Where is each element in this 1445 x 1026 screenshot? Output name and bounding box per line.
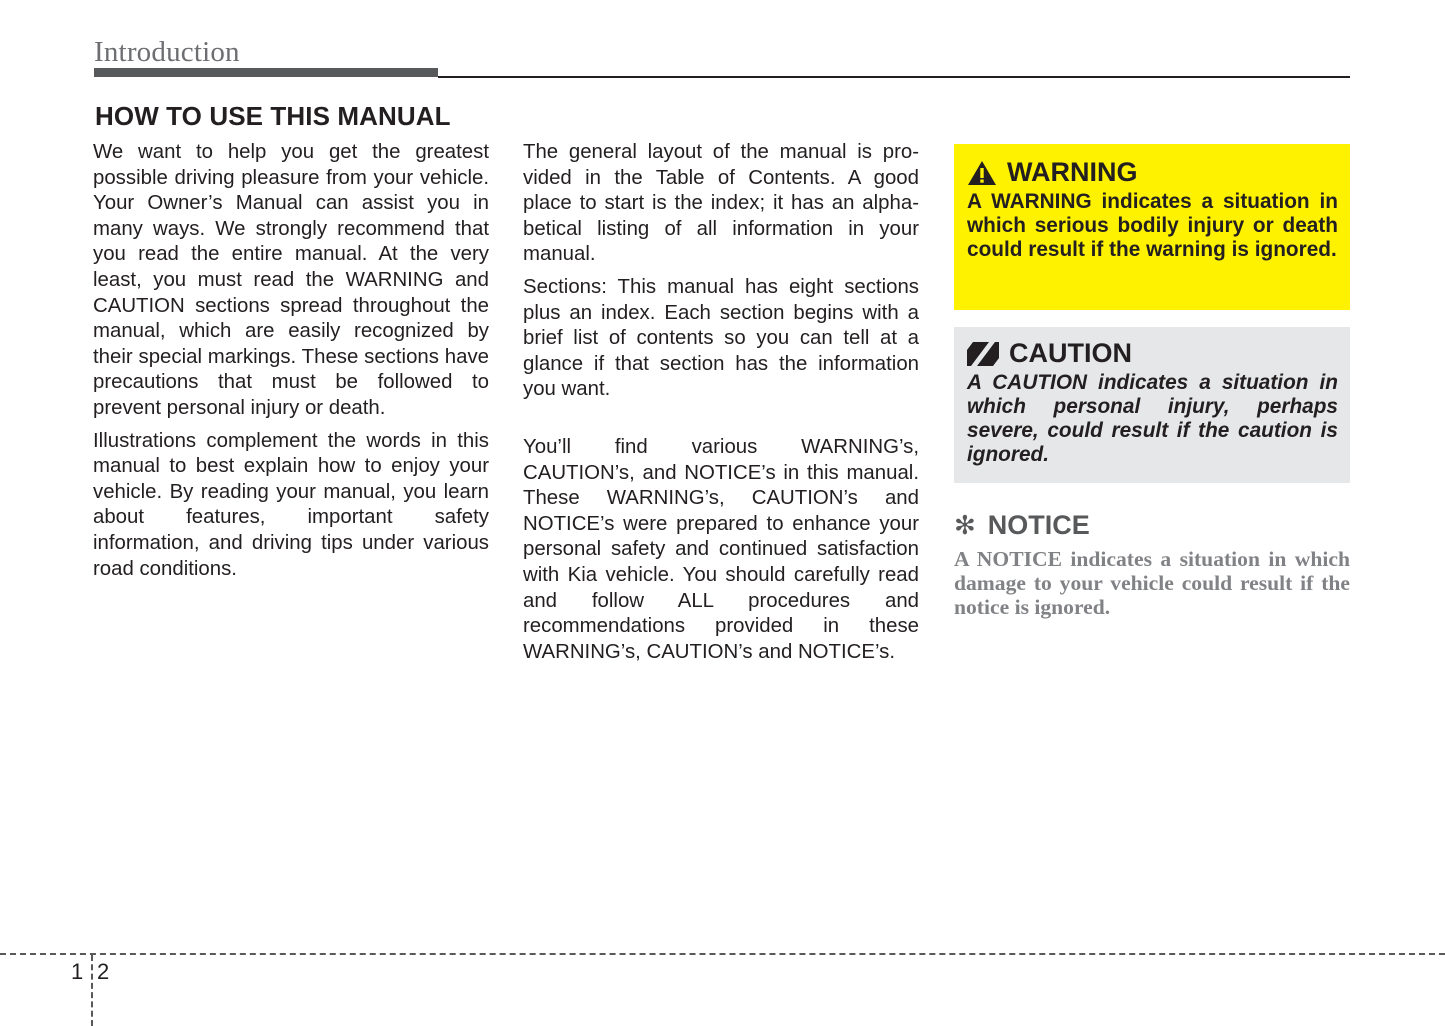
header-rule-thin xyxy=(438,76,1350,78)
column-2-paragraph-3: You’ll find various WARNING’s, CAUTION’s, and NOTICE’s in this manual. These WARNING’s, CAUTION’s and NOTICE’s were prepared to enhance your personal safety and continued satisfaction with Kia vehicle. You should carefully read and follow ALL procedures and recommendations provided in these WARNING’s, CAUTION’s and NOTICE’s. xyxy=(523,435,919,663)
header-rule-thick xyxy=(94,68,438,77)
column-2-paragraph-2: Sections: This manual has eight sections plus an index. Each section begins with a brief list of contents so you can tell at a glance if that section has the information you want. xyxy=(523,275,919,401)
notice-title: NOTICE xyxy=(987,510,1090,540)
caution-text: A CAUTION indicates a situation in which personal injury, perhaps severe, could result if the caution is ignored. xyxy=(967,371,1338,466)
header-title: Introduction xyxy=(94,36,240,68)
warning-box xyxy=(954,144,1350,310)
column-1-paragraph-1: We want to help you get the greatest possible driving pleasure from your vehicle. Your Owner’s Manual can assist you in many ways. We strongly recommend that you read the entire manual. At the very least, you must read the WARNING and CAUTION sections spread throughout the manual, which are easily recognized by their special markings. These sections have precautions that must be followed to prevent personal injury or death. xyxy=(93,141,489,419)
chapter-number: 1 xyxy=(71,959,84,984)
column-2-paragraph-1: The general layout of the manual is provided in the Table of Contents. A good place to start is the index; it has an alphabetical listing of all information in your manual. xyxy=(523,141,919,266)
warning-heading xyxy=(967,157,1338,188)
column-1-paragraph-2: Illustrations complement the words in this manual to best explain how to enjoy your vehicle. By reading your manual, you learn about features, important safety information, and driving tips under various road conditions. xyxy=(93,429,489,580)
page-number: 2 xyxy=(97,959,110,984)
notice-heading xyxy=(954,510,1090,541)
caution-heading xyxy=(967,338,1338,369)
column-1 xyxy=(93,140,489,582)
warning-title: WARNING xyxy=(1007,157,1138,187)
caution-title: CAUTION xyxy=(1009,338,1132,368)
asterisk-icon: ✻ xyxy=(954,510,976,540)
caution-slash-icon xyxy=(967,342,999,366)
footer-dashed-rule xyxy=(0,953,1445,955)
caution-box xyxy=(954,327,1350,483)
column-2 xyxy=(523,140,919,665)
notice-text: A NOTICE indicates a situation in which damage to your vehicle could result if the notice is ignored. xyxy=(954,547,1350,619)
warning-triangle-icon xyxy=(967,160,997,186)
footer-dashed-divider xyxy=(91,955,93,1026)
section-title: HOW TO USE THIS MANUAL xyxy=(95,101,451,131)
warning-text: A WARNING indicates a situation in which serious bodily injury or death could result if the warning is ignored. xyxy=(967,190,1338,261)
